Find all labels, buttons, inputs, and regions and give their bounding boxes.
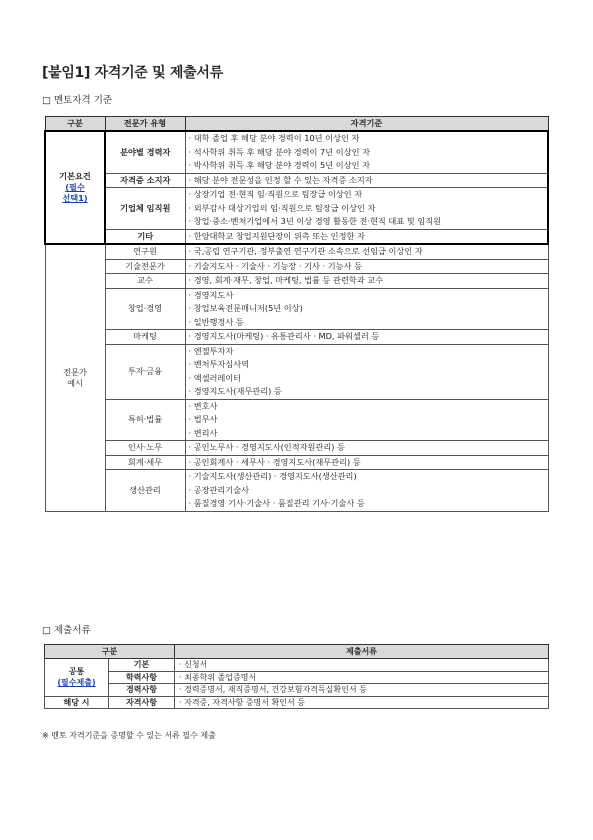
criteria-line: · 석사학위 취득 후 해당 분야 경력이 7년 이상인 자 [188, 146, 371, 157]
criteria-cell [185, 173, 548, 188]
criteria-line: · 국,공립 연구기관, 정부출연 연구기관 소속으로 선임급 이상인 자 [188, 246, 423, 256]
criteria-line: · 상장기업 전·현직 임·직원으로 팀장급 이상인 자 [188, 189, 363, 199]
table-row [45, 259, 548, 274]
table-row [45, 288, 548, 330]
criteria-cell [185, 244, 548, 259]
criteria-line: · 외부감사 대상기업의 임·직원으로 팀장급 이상인 자 [188, 202, 376, 213]
applicable-category-cell: 해당 시 [45, 696, 109, 709]
criteria-cell [185, 259, 548, 274]
criteria-line: · 기술지도사 · 기술사 · 기능장 · 기사 · 기능사 등 [188, 260, 362, 271]
criteria-line: · 품질경영 기사·기술사 · 품질관리 기사·기술사 등 [188, 498, 365, 508]
expert-type-cell: 연구원 [105, 244, 185, 259]
header-category: 구분 [45, 117, 105, 132]
criteria-line: · 경영지도사(재무관리) 등 [188, 386, 282, 396]
doc-cell: · 경력증명서, 재직증명서, 건강보험자격득실확인서 등 [175, 684, 549, 697]
doc-cell: · 최종학위 졸업증명서 [175, 671, 549, 684]
expert-type-cell: 특허·법률 [105, 399, 185, 441]
criteria-line: · 액셀러레이터 [188, 372, 242, 383]
doc-type-cell: 자격사항 [109, 696, 175, 709]
expert-type-cell: 기술전문가 [105, 259, 185, 274]
table-row [45, 344, 548, 399]
table-row [45, 188, 548, 230]
expert-type-cell: 기업체 임직원 [105, 188, 185, 230]
criteria-line: · 변리사 [188, 427, 218, 438]
expert-type-cell: 회계·세무 [105, 455, 185, 470]
footnote: ※ 멘토 자격기준을 증명할 수 있는 서류 필수 제출 [42, 731, 216, 740]
basic-requirement-label: 기본요건 [59, 171, 91, 181]
table-row [45, 229, 548, 244]
criteria-table [44, 116, 549, 512]
expert-type-cell: 인사·노무 [105, 441, 185, 456]
doc-type-cell: 학력사항 [109, 671, 175, 684]
criteria-cell [185, 455, 548, 470]
criteria-line: · 공인회계사 · 세무사 · 경영지도사(재무관리) 등 [188, 456, 361, 467]
criteria-line: · 경영지도사(마케팅) · 유통관리사 · MD, 파워셀러 등 [188, 331, 380, 341]
table-row [45, 671, 549, 684]
basic-requirement-note: (필수 [65, 182, 85, 192]
expert-type-cell: 교수 [105, 274, 185, 289]
expert-type-cell: 창업·경영 [105, 288, 185, 330]
criteria-cell [185, 229, 548, 244]
common-category-cell [45, 659, 109, 697]
common-label: 공통 [68, 667, 85, 677]
table-row [45, 696, 549, 709]
criteria-line: · 법무사 [188, 414, 218, 424]
criteria-line: · 경영지도사 [188, 289, 234, 300]
section-heading-documents: □ 제출서류 [42, 625, 91, 636]
criteria-line: · 일반행정사 등 [188, 316, 244, 327]
documents-header-row [45, 645, 549, 659]
expert-type-cell: 생산관리 [105, 470, 185, 512]
criteria-line: · 대학 졸업 후 해당 분야 경력이 10년 이상인 자 [188, 133, 360, 143]
criteria-cell [185, 399, 548, 441]
table-row [45, 131, 548, 173]
criteria-cell [185, 441, 548, 456]
doc-cell: · 자격증, 자격사항 증명서 확인서 등 [175, 696, 549, 709]
criteria-line: · 공장관리기술사 [188, 484, 250, 495]
criteria-cell [185, 188, 548, 230]
doc-type-cell: 경력사항 [109, 684, 175, 697]
criteria-header-row [45, 117, 548, 132]
doc-type-cell: 기본 [109, 659, 175, 672]
criteria-cell [185, 131, 548, 173]
expert-type-cell: 기타 [105, 229, 185, 244]
criteria-line: · 공인노무사 · 경영지도사(인적자원관리) 등 [188, 442, 345, 452]
criteria-line: · 박사학위 취득 후 해당 분야 경력이 5년 이상인 자 [188, 160, 371, 170]
criteria-cell [185, 288, 548, 330]
header-expert-type: 전문가 유형 [105, 117, 185, 132]
expert-type-cell: 분야별 경력자 [105, 131, 185, 173]
header-category: 구분 [45, 645, 175, 659]
criteria-cell [185, 274, 548, 289]
expert-example-cell [45, 244, 105, 511]
table-row [45, 659, 549, 672]
table-row [45, 399, 548, 441]
basic-requirement-note-2: 선택1) [62, 193, 88, 203]
criteria-line: · 기술지도사(생산관리) · 경영지도사(생산관리) [188, 471, 357, 481]
header-documents: 제출서류 [175, 645, 549, 659]
expert-type-cell: 자격증 소지자 [105, 173, 185, 188]
criteria-line: · 창업·중소·벤처기업에서 3년 이상 경영 활동한 전·현직 대표 및 임직원 [188, 216, 442, 226]
criteria-line: · 경영, 회계·재무, 창업, 마케팅, 법률 등 관련학과 교수 [188, 275, 384, 285]
criteria-line: · 한양대학교 창업지원단장이 위촉 또는 인정한 자 [188, 230, 365, 241]
section-heading-criteria: □ 멘토자격 기준 [42, 95, 113, 106]
table-row [45, 470, 548, 512]
doc-cell: · 신청서 [175, 659, 549, 672]
criteria-line: · 벤처투자심사역 [188, 359, 250, 369]
header-criteria: 자격기준 [185, 117, 548, 132]
table-row [45, 173, 548, 188]
common-note: (필수제출) [57, 678, 96, 688]
table-row [45, 244, 548, 259]
documents-table [44, 644, 549, 709]
criteria-line: · 해당 분야 전문성을 인정 할 수 있는 자격증 소지자 [188, 174, 373, 185]
criteria-line: · 변호사 [188, 400, 218, 411]
criteria-cell [185, 470, 548, 512]
basic-requirement-cell [45, 131, 105, 244]
criteria-cell [185, 330, 548, 345]
expert-example-label: 전문가 [63, 366, 87, 377]
criteria-line: · 엔젤투자자 [188, 345, 234, 356]
table-row [45, 441, 548, 456]
table-row [45, 274, 548, 289]
table-row [45, 684, 549, 697]
criteria-line: · 창업보육전문매니저(5년 이상) [188, 303, 303, 313]
criteria-cell [185, 344, 548, 399]
expert-type-cell: 투자·금융 [105, 344, 185, 399]
page-title: [붙임1] 자격기준 및 제출서류 [42, 65, 223, 81]
table-row [45, 455, 548, 470]
expert-example-label-2: 예시 [67, 377, 83, 388]
table-row [45, 330, 548, 345]
expert-type-cell: 마케팅 [105, 330, 185, 345]
